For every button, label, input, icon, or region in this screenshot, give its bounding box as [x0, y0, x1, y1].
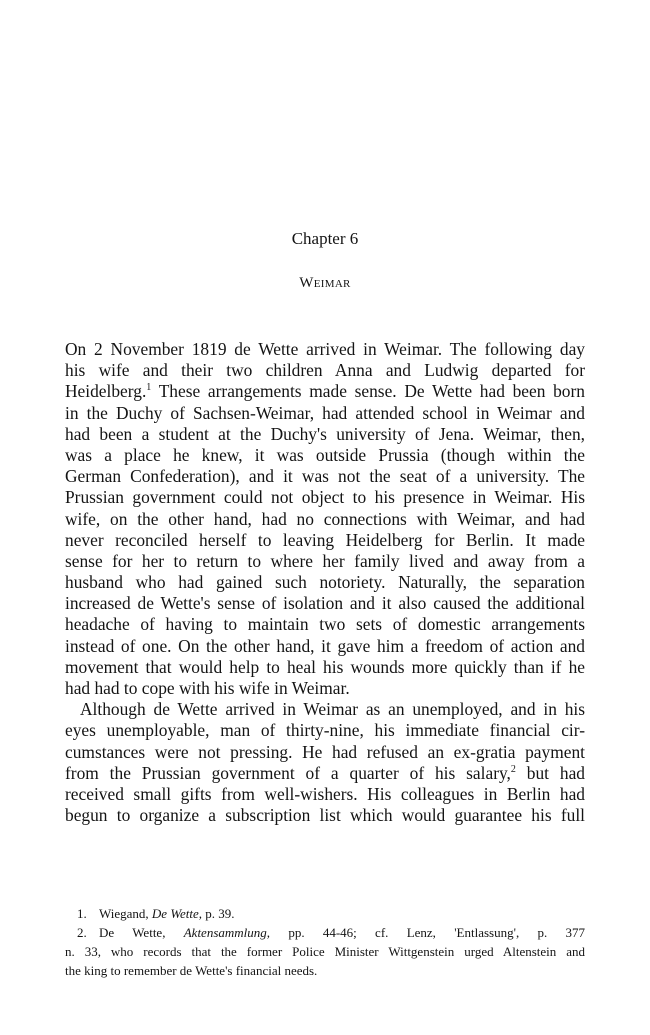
- text-line: begun to organize a subscription list which would guarantee his full: [65, 805, 585, 826]
- text-line: eyes unemployable, man of thirty-nine, his immediate financial cir-: [65, 720, 585, 741]
- text-line-with-footnote: [65, 381, 585, 402]
- paragraph-2: [65, 699, 585, 847]
- text-line: increased de Wette's sense of isolation and it also caused the additional: [65, 593, 585, 614]
- text-line: was a place he knew, it was outside Prussia (though within the: [65, 444, 585, 465]
- footnote-rest: p. 39.: [205, 906, 235, 921]
- text-line-with-footnote: [65, 763, 585, 784]
- footnote-number: 2.: [77, 925, 87, 940]
- text-line: wife, on the other hand, had no connections with Weimar, and had: [65, 508, 585, 529]
- text-line: received small gifts from well-wishers. His colleagues in Berlin had: [65, 783, 585, 804]
- text-line: had had to cope with his wife in Weimar.: [65, 678, 350, 698]
- line-segment: These arrangements made sense. De Wette had been born: [158, 381, 585, 402]
- line-segment: Heidelberg.: [65, 381, 147, 402]
- text-line: On 2 November 1819 de Wette arrived in Weimar. The following day: [65, 339, 585, 359]
- text-line: husband who had gained such notoriety. Naturally, the separation: [65, 572, 585, 593]
- body-text: [65, 339, 585, 848]
- paragraph-1: [65, 339, 585, 699]
- footnote-2-line-2: n. 33, who records that the former Police Minister Wittgenstein urged Altenstein and: [65, 944, 585, 959]
- text-line: sense for her to return to where her family lived and away from a: [65, 550, 585, 571]
- text-line: movement that would help to heal his wounds more quickly than if he: [65, 656, 585, 677]
- footnote-number: 1.: [77, 906, 87, 921]
- footnote-author: Wiegand,: [99, 906, 149, 921]
- footnote-ref-2[interactable]: 2: [510, 763, 516, 775]
- chapter-title: Weimar: [299, 275, 351, 291]
- text-line: [65, 826, 585, 847]
- text-line: never reconciled herself to leaving Heidelberg for Berlin. It made: [65, 529, 585, 550]
- text-line: had been a student at the Duchy's university of Jena. Weimar, then,: [65, 423, 585, 444]
- text-line: German Confederation), and it was not the seat of a university. The: [65, 466, 585, 487]
- line-segment: but had: [526, 762, 585, 783]
- footnote-work: Aktensammlung,: [183, 925, 271, 940]
- footnote-2-line-3: the king to remember de Wette's financial needs.: [65, 963, 318, 978]
- footnotes: [65, 904, 585, 980]
- footnote-2: [65, 923, 585, 942]
- text-line: headache of having to maintain two sets of domestic arrangements: [65, 614, 585, 635]
- footnote-work: De Wette,: [151, 906, 202, 921]
- footnote-rest: pp. 44-46; cf. Lenz, 'Entlassung', p. 377: [288, 925, 585, 940]
- text-line: Prussian government could not object to his presence in Weimar. His: [65, 487, 585, 508]
- text-line: instead of one. On the other hand, it gave him a freedom of action and: [65, 635, 585, 656]
- line-segment: from the Prussian government of a quarter of his salary,: [65, 762, 511, 783]
- chapter-label: Chapter 6: [291, 229, 359, 248]
- footnote-author: De Wette,: [99, 925, 166, 940]
- text-line: Although de Wette arrived in Weimar as an unemployed, and in his: [80, 699, 585, 720]
- footnote-ref-1[interactable]: 1: [146, 382, 152, 394]
- footnote-1: [65, 904, 585, 923]
- text-line: cumstances were not pressing. He had refused an ex-gratia payment: [65, 741, 585, 762]
- text-line: in the Duchy of Sachsen-Weimar, had attended school in Weimar and: [65, 402, 585, 423]
- text-line: his wife and their two children Anna and Ludwig departed for: [65, 360, 585, 381]
